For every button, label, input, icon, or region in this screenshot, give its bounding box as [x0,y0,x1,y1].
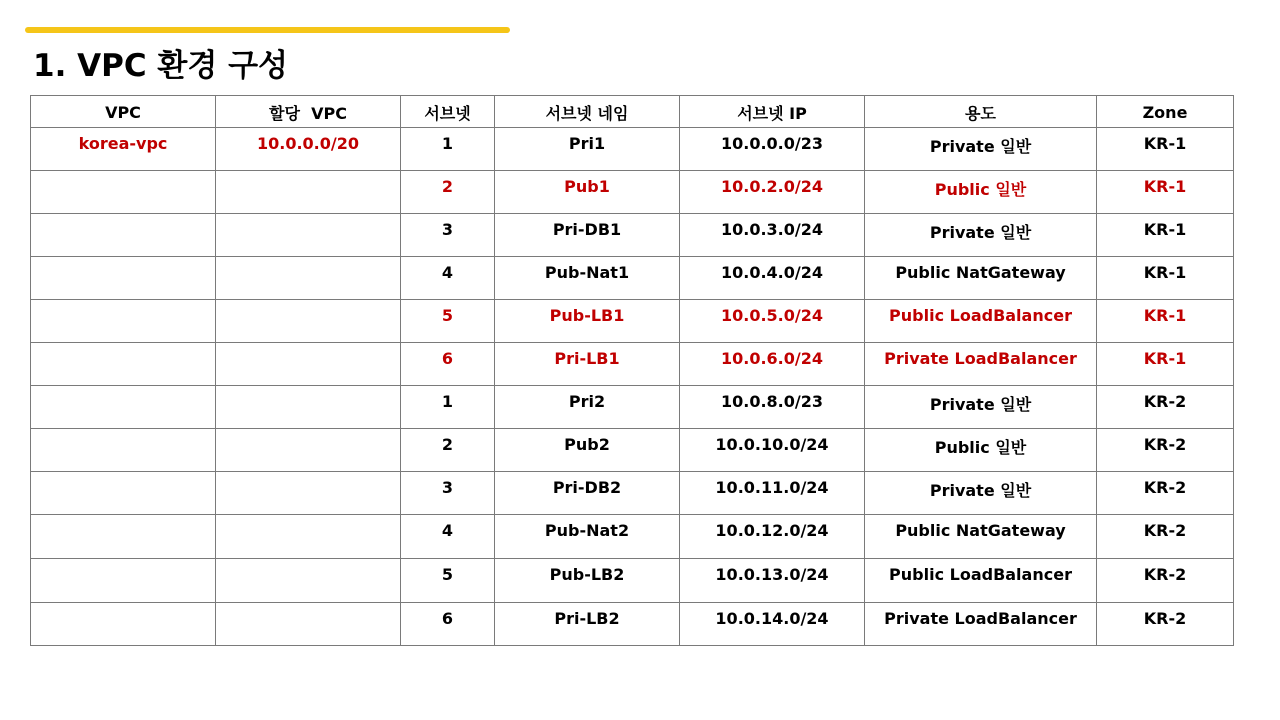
cell-vpc [31,343,216,386]
cell-subnet-ip: 10.0.4.0/24 [680,257,865,300]
cell-zone: KR-2 [1097,515,1234,559]
cell-zone: KR-1 [1097,214,1234,257]
header-subnet: 서브넷 [401,96,495,128]
cell-subnet-name: Pub2 [495,429,680,472]
cell-subnet: 4 [401,257,495,300]
cell-subnet: 5 [401,300,495,343]
cell-subnet-name: Pub-LB2 [495,559,680,603]
cell-vpc [31,515,216,559]
header-usage: 용도 [865,96,1097,128]
cell-subnet: 6 [401,343,495,386]
cell-alloc [216,472,401,515]
cell-alloc [216,386,401,429]
cell-usage: Private 일반 [865,128,1097,171]
table-row [31,559,1234,603]
table-header-row [31,96,1234,128]
cell-subnet-ip: 10.0.13.0/24 [680,559,865,603]
cell-zone: KR-2 [1097,559,1234,603]
cell-vpc [31,300,216,343]
cell-subnet-ip: 10.0.14.0/24 [680,603,865,646]
cell-alloc [216,171,401,214]
table-row [31,300,1234,343]
cell-usage: Private 일반 [865,472,1097,515]
cell-usage: Public LoadBalancer [865,559,1097,603]
cell-subnet: 6 [401,603,495,646]
cell-usage: Private 일반 [865,214,1097,257]
cell-usage: Public NatGateway [865,257,1097,300]
cell-subnet-ip: 10.0.3.0/24 [680,214,865,257]
vpc-subnet-table [30,95,1234,646]
cell-subnet-ip: 10.0.2.0/24 [680,171,865,214]
cell-subnet: 1 [401,128,495,171]
cell-alloc [216,603,401,646]
cell-usage: Private LoadBalancer [865,603,1097,646]
cell-subnet-ip: 10.0.8.0/23 [680,386,865,429]
header-subnet-ip: 서브넷 IP [680,96,865,128]
cell-alloc: 10.0.0.0/20 [216,128,401,171]
cell-vpc [31,472,216,515]
cell-zone: KR-2 [1097,429,1234,472]
cell-vpc [31,386,216,429]
header-vpc: VPC [31,96,216,128]
cell-subnet: 4 [401,515,495,559]
cell-alloc [216,300,401,343]
table-row [31,603,1234,646]
cell-zone: KR-1 [1097,257,1234,300]
cell-alloc [216,515,401,559]
table-row [31,472,1234,515]
cell-usage: Private 일반 [865,386,1097,429]
cell-subnet-ip: 10.0.5.0/24 [680,300,865,343]
cell-vpc [31,559,216,603]
cell-usage: Private LoadBalancer [865,343,1097,386]
cell-alloc [216,559,401,603]
cell-subnet-name: Pri-DB2 [495,472,680,515]
cell-usage: Public 일반 [865,429,1097,472]
header-subnet-name: 서브넷 네임 [495,96,680,128]
cell-subnet: 3 [401,214,495,257]
cell-subnet-name: Pub1 [495,171,680,214]
table-row [31,386,1234,429]
cell-subnet-name: Pri-DB1 [495,214,680,257]
table-row [31,171,1234,214]
cell-zone: KR-2 [1097,603,1234,646]
cell-subnet-name: Pri1 [495,128,680,171]
table-row [31,515,1234,559]
cell-subnet-ip: 10.0.10.0/24 [680,429,865,472]
cell-subnet-name: Pri2 [495,386,680,429]
cell-zone: KR-2 [1097,472,1234,515]
cell-subnet-ip: 10.0.0.0/23 [680,128,865,171]
table-row [31,429,1234,472]
cell-subnet-ip: 10.0.6.0/24 [680,343,865,386]
header-alloc-vpc: 할당 VPC [216,96,401,128]
cell-subnet-name: Pub-Nat2 [495,515,680,559]
cell-subnet-name: Pri-LB2 [495,603,680,646]
cell-usage: Public NatGateway [865,515,1097,559]
header-zone: Zone [1097,96,1234,128]
cell-subnet: 2 [401,429,495,472]
cell-alloc [216,257,401,300]
cell-subnet-name: Pub-Nat1 [495,257,680,300]
table-row [31,257,1234,300]
cell-vpc [31,603,216,646]
cell-zone: KR-2 [1097,386,1234,429]
table-row [31,214,1234,257]
cell-zone: KR-1 [1097,171,1234,214]
cell-zone: KR-1 [1097,300,1234,343]
cell-vpc: korea-vpc [31,128,216,171]
cell-vpc [31,171,216,214]
cell-subnet-ip: 10.0.12.0/24 [680,515,865,559]
cell-usage: Public 일반 [865,171,1097,214]
cell-subnet: 1 [401,386,495,429]
cell-subnet: 5 [401,559,495,603]
accent-bar [25,27,510,33]
table-row [31,128,1234,171]
cell-subnet: 3 [401,472,495,515]
cell-zone: KR-1 [1097,128,1234,171]
cell-alloc [216,214,401,257]
cell-usage: Public LoadBalancer [865,300,1097,343]
cell-zone: KR-1 [1097,343,1234,386]
cell-subnet-name: Pri-LB1 [495,343,680,386]
cell-subnet-ip: 10.0.11.0/24 [680,472,865,515]
table-row [31,343,1234,386]
cell-alloc [216,343,401,386]
cell-vpc [31,214,216,257]
cell-subnet: 2 [401,171,495,214]
cell-alloc [216,429,401,472]
page-title: 1. VPC 환경 구성 [33,48,288,84]
cell-subnet-name: Pub-LB1 [495,300,680,343]
cell-vpc [31,257,216,300]
cell-vpc [31,429,216,472]
